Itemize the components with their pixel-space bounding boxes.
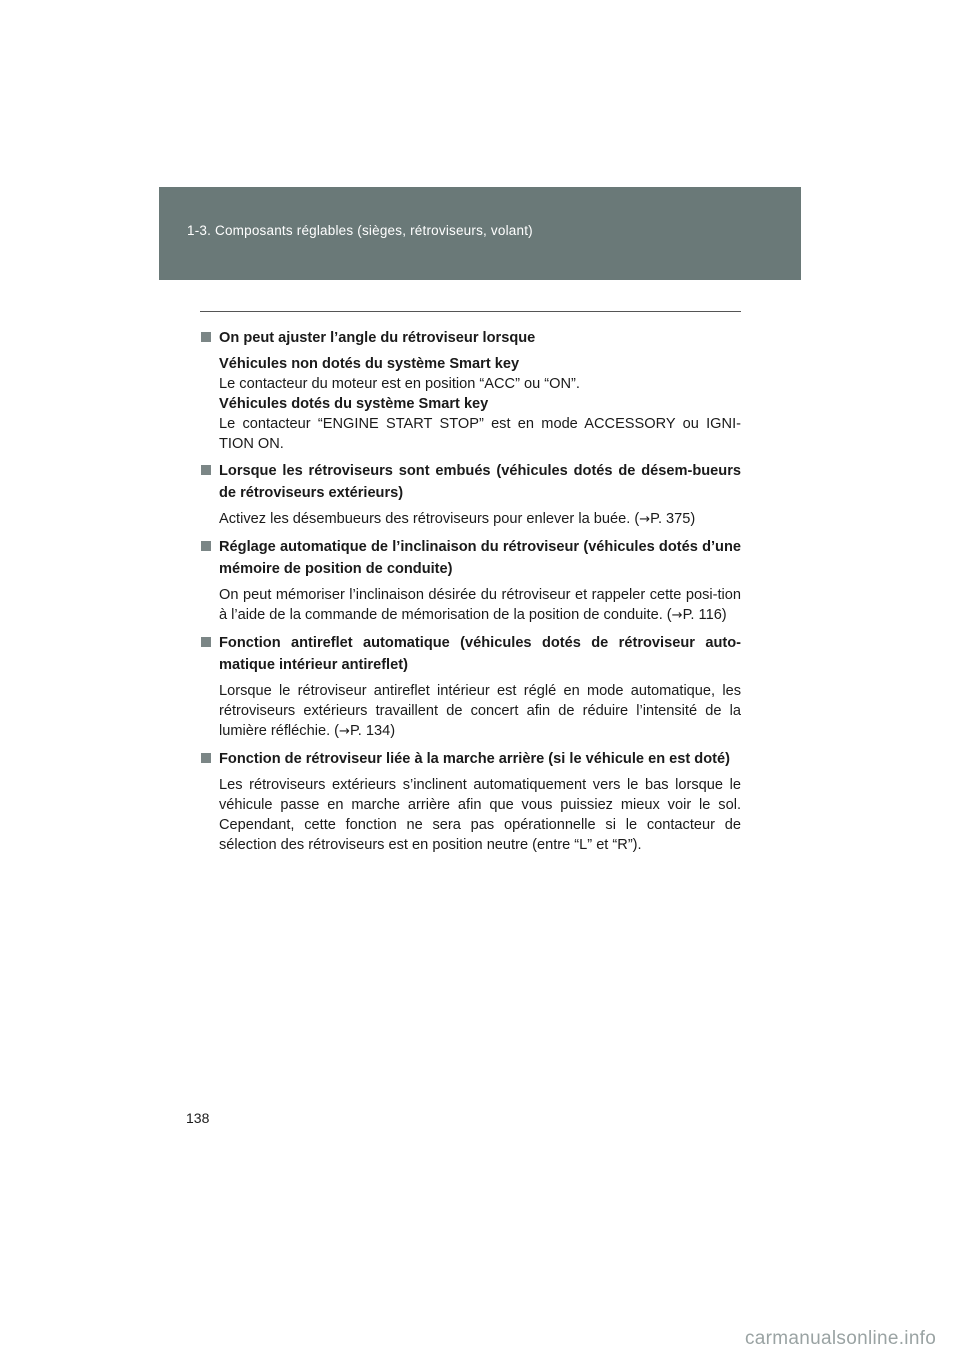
square-bullet-icon [201,637,211,647]
section-defogger [200,460,741,530]
chapter-section-title: 1-3. Composants réglables (sièges, rétroviseurs, volant) [187,223,533,238]
page-content [200,327,741,861]
square-bullet-icon [201,753,211,763]
section-heading: Réglage automatique de l’inclinaison du rétroviseur (véhicules dotés d’une mémoire de position de conduite) [200,536,741,580]
page-reference[interactable]: P. 375) [650,511,696,527]
section-body: Les rétroviseurs extérieurs s’inclinent automatiquement vers le bas lorsque le véhicule passe en marche arrière afin que vous puissiez mieux voir le sol. Cependant, cette fonction ne sera pas opérationnelle si le contacteur de sélection des rétroviseurs est en position neutre (entre “L” et “R”). [219,777,741,853]
sub-label-no-smart-key: Véhicules non dotés du système Smart key [219,356,520,372]
section-body [200,354,741,454]
section-auto-tilt [200,536,741,626]
section-body: Activez les désembueurs des rétroviseurs pour enlever la buée. (→P. 375) [219,511,696,527]
section-heading: Fonction de rétroviseur liée à la marche arrière (si le véhicule en est doté) [200,748,741,770]
section-mirror-angle [200,327,741,454]
sub-text-no-smart-key: Le contacteur du moteur est en position “ACC” ou “ON”. [219,376,580,392]
section-heading: Fonction antireflet automatique (véhicules dotés de rétroviseur auto-matique intérieur antireflet) [200,632,741,676]
sub-label-smart-key: Véhicules dotés du système Smart key [219,396,489,412]
section-heading: On peut ajuster l’angle du rétroviseur lorsque [200,327,741,349]
section-anti-glare [200,632,741,742]
chapter-header-band [159,187,801,280]
watermark: carmanualsonline.info [745,1328,937,1349]
page-reference[interactable]: P. 116) [682,607,727,623]
page-reference-arrow-icon: → [639,512,651,527]
section-heading: Lorsque les rétroviseurs sont embués (véhicules dotés de désem-bueurs de rétroviseurs extérieurs) [200,460,741,504]
square-bullet-icon [201,332,211,342]
section-body: Lorsque le rétroviseur antireflet intérieur est réglé en mode automatique, les rétroviseurs extérieurs travaillent de concert afin de réduire l’intensité de la lumière réfléchie. (→P. 134) [219,683,741,739]
page-reference[interactable]: P. 134) [349,723,396,739]
sub-text-smart-key: Le contacteur “ENGINE START STOP” est en mode ACCESSORY ou IGNI-TION ON. [219,416,741,452]
square-bullet-icon [201,541,211,551]
header-divider [200,311,741,312]
page-reference-arrow-icon: → [339,724,350,739]
page-reference-arrow-icon: → [671,608,683,623]
square-bullet-icon [201,465,211,475]
page-number: 138 [186,1110,210,1126]
section-body: On peut mémoriser l’inclinaison désirée du rétroviseur et rappeler cette posi-tion à l’aide de la commande de mémorisation de la position de conduite. (→P. 116) [219,587,741,623]
section-reverse-linked [200,748,741,855]
